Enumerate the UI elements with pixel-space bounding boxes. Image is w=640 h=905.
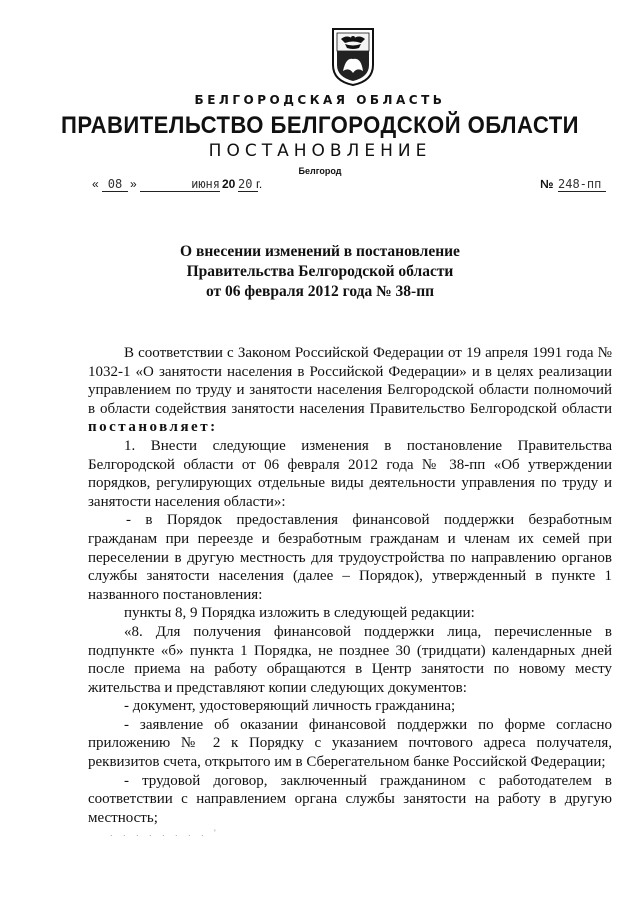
decree-word: постановляет: xyxy=(88,419,218,436)
coat-of-arms-icon xyxy=(331,27,375,87)
document-type: ПОСТАНОВЛЕНИЕ xyxy=(208,141,432,161)
government-name: ПРАВИТЕЛЬСТВО БЕЛГОРОДСКОЙ ОБЛАСТИ xyxy=(61,112,579,139)
date-close-quote: » xyxy=(130,177,137,191)
paragraph-order: - в Порядок предоставления финансовой поддержки безработным гражданам при переезде и безработным гражданам и членам их семей при переселении в другую местность для трудоустройства по направлению органов службы занятости населения (далее – Порядок), утвержденный в пункте 1 названного постановления: xyxy=(88,512,612,603)
date-day: 08 xyxy=(102,177,128,192)
date-open-quote: « xyxy=(92,177,99,191)
list-item-application: - заявление об оказании финансовой поддержки по форме согласно приложению № 2 к Порядку с указанием почтового адреса получателя, реквизитов счета, открытого им в Сберегательном банке Российской Федерации; xyxy=(88,716,612,771)
document-title xyxy=(0,242,640,302)
list-item-identity: - документ, удостоверяющий личность гражданина; xyxy=(124,698,456,715)
date-year-suffix: 20 xyxy=(238,177,258,192)
region-name: БЕЛГОРОДСКАЯ ОБЛАСТЬ xyxy=(194,93,446,107)
title-line-1: О внесении изменений в постановление xyxy=(180,243,460,260)
paragraph-points: пункты 8, 9 Порядка изложить в следующей редакции: xyxy=(124,605,475,622)
date-year-prefix: 20 xyxy=(222,177,236,191)
document-number: 248-пп xyxy=(558,177,606,192)
date-year-letter: г. xyxy=(256,177,263,191)
number-label: № xyxy=(540,177,554,191)
paragraph-preamble xyxy=(88,344,612,437)
date-month: июня xyxy=(140,177,220,192)
scan-artifact: . . . . . . . . ' xyxy=(110,828,220,838)
date-line xyxy=(92,177,604,195)
paragraph-point-8: «8. Для получения финансовой поддержки лица, перечисленные в подпункте «б» пункта 1 Порядка, не позднее 30 (тридцати) календарных дней после приема на работу обращаются в Центр занятости по новому месту жительства и представляют копии следующих документов: xyxy=(88,623,612,696)
paragraph-1: 1. Внести следующие изменения в постановление Правительства Белгородской области от 06 февраля 2012 года № 38-пп «Об утверждении порядков, регулирующих отдельные виды деятельности управления по труду и занятости населения области»: xyxy=(88,437,612,510)
document-body xyxy=(88,344,612,827)
list-item-contract: - трудовой договор, заключенный гражданином с работодателем в соответствии с направлением органа службы занятости на работу в другую местность; xyxy=(88,772,612,826)
preamble-text: В соответствии с Законом Российской Федерации от 19 апреля 1991 года № 1032-1 «О занятости населения в Российской Федерации» и в целях реализации управлением по труду и занятости населения Белгородской области полномочий в области содействия занятости населения Правительство Белгородской области xyxy=(88,345,612,417)
title-line-3: от 06 февраля 2012 года № 38-пп xyxy=(205,283,435,300)
title-line-2: Правительства Белгородской области xyxy=(186,263,454,280)
city-name: Белгород xyxy=(298,166,342,176)
